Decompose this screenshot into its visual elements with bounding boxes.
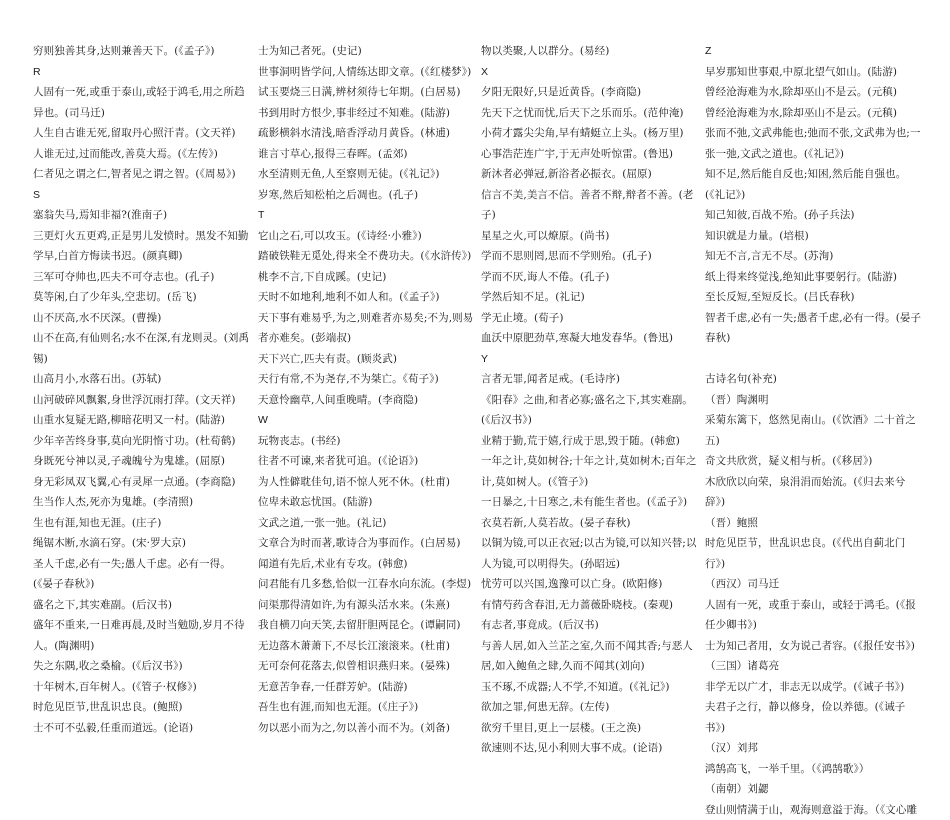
quote-line: 踏破铁鞋无觅处,得来全不费功夫。(《水浒传》) bbox=[258, 246, 478, 267]
quote-line: 士为知己者死。(史记) bbox=[258, 41, 478, 62]
quote-line: 心事浩茫连广宇,于无声处听惊雷。(鲁迅) bbox=[481, 144, 702, 165]
quote-line: 人生自古谁无死,留取丹心照汗青。(文天祥) bbox=[33, 123, 251, 144]
quote-line: 木欣欣以向荣，泉涓涓而始流。(《归去来兮辞》) bbox=[705, 472, 925, 513]
quote-line: 业精于勤,荒于嬉,行成于思,毁于随。(韩愈) bbox=[481, 431, 702, 452]
quote-line: 三军可夺帅也,匹夫不可夺志也。(孔子) bbox=[33, 267, 251, 288]
quote-line: 古诗名句(补充) bbox=[705, 369, 925, 390]
quote-line: 物以类聚,人以群分。(易经) bbox=[481, 41, 702, 62]
quote-line: 身无彩凤双飞翼,心有灵犀一点通。(李商隐) bbox=[33, 472, 251, 493]
quote-line: 先天下之忧而忧,后天下之乐而乐。(范仲淹) bbox=[481, 103, 702, 124]
quote-line: 闻道有先后,术业有专攻。(韩愈) bbox=[258, 554, 478, 575]
section-letter-heading: Z bbox=[705, 41, 925, 62]
quote-line: 无边落木萧萧下,不尽长江滚滚来。(杜甫) bbox=[258, 636, 478, 657]
quote-line: 天时不如地利,地利不如人和。(《孟子》) bbox=[258, 287, 478, 308]
quote-line: 人固有一死,或重于泰山,或轻于鸿毛,用之所趋异也。(司马迁) bbox=[33, 82, 251, 123]
quote-line: 十年树木,百年树人。(《管子·权修》) bbox=[33, 677, 251, 698]
quote-line: 山不厌高,水不厌深。(曹操) bbox=[33, 308, 251, 329]
quote-line: 学无止境。(荀子) bbox=[481, 308, 702, 329]
quote-line: 信言不美,美言不信。善者不辩,辩者不善。(老子) bbox=[481, 185, 702, 226]
section-letter-heading: T bbox=[258, 205, 478, 226]
quote-line: 天意怜幽草,人间重晚晴。(李商隐) bbox=[258, 390, 478, 411]
quote-line: 圣人千虑,必有一失;愚人千虑。必有一得。(《晏子春秋》) bbox=[33, 554, 251, 595]
quote-line: 鸿鹄高飞，一举千里。（《鸿鹄歌》） bbox=[705, 759, 925, 780]
quote-line: 往者不可谏,来者犹可追。(《论语》) bbox=[258, 451, 478, 472]
column-4 bbox=[705, 41, 925, 820]
quote-line: 言者无罪,闻者足戒。(毛诗序) bbox=[481, 369, 702, 390]
quote-line: 失之东隅,收之桑榆。(《后汉书》) bbox=[33, 656, 251, 677]
section-letter-heading: X bbox=[481, 62, 702, 83]
column-2 bbox=[258, 41, 478, 738]
quote-line: 世事洞明皆学问,人情练达即文章。(《红楼梦》) bbox=[258, 62, 478, 83]
quote-line: 生也有涯,知也无涯。(庄子) bbox=[33, 513, 251, 534]
section-letter-heading: Y bbox=[481, 349, 702, 370]
quote-line: （南朝）刘勰 bbox=[705, 779, 925, 800]
quote-line: 三更灯火五更鸡,正是男儿发愤时。黑发不知勤学早,白首方悔读书迟。(颜真卿) bbox=[33, 226, 251, 267]
quote-line: 身既死兮神以灵,子魂魄兮为鬼雄。(屈原) bbox=[33, 451, 251, 472]
quote-line: 少年辛苦终身事,莫向光阴惰寸功。(杜荀鹤) bbox=[33, 431, 251, 452]
section-letter-heading: S bbox=[33, 185, 251, 206]
blank-line bbox=[705, 349, 925, 370]
quote-line: 盛名之下,其实难副。(后汉书) bbox=[33, 595, 251, 616]
quote-line: 学而不思则罔,思而不学则殆。(孔子) bbox=[481, 246, 702, 267]
quote-line: 学而不厌,诲人不倦。(孔子) bbox=[481, 267, 702, 288]
quote-line: 知己知彼,百战不殆。(孙子兵法) bbox=[705, 205, 925, 226]
quote-line: 桃李不言,下自成蹊。(史记) bbox=[258, 267, 478, 288]
quote-line: 仁者见之谓之仁,智者见之谓之智。(《周易》) bbox=[33, 164, 251, 185]
quote-line: 夕阳无限好,只是近黄昏。(李商隐) bbox=[481, 82, 702, 103]
quote-line: 问渠那得清如许,为有源头活水来。(朱熹) bbox=[258, 595, 478, 616]
column-3 bbox=[481, 41, 702, 759]
quote-line: 山河破碎风飘絮,身世浮沉雨打萍。(文天祥) bbox=[33, 390, 251, 411]
quote-line: （西汉）司马迁 bbox=[705, 574, 925, 595]
quote-line: 血沃中原肥劲草,寒凝大地发春华。(鲁迅) bbox=[481, 328, 702, 349]
section-letter-heading: W bbox=[258, 410, 478, 431]
quote-line: 文章合为时而著,歌诗合为事而作。(白居易) bbox=[258, 533, 478, 554]
quote-line: 玉不琢,不成器;人不学,不知道。(《礼记》) bbox=[481, 677, 702, 698]
quote-line: 塞翁失马,焉知非福?(淮南子) bbox=[33, 205, 251, 226]
quote-line: 欲速则不达,见小利则大事不成。(论语) bbox=[481, 738, 702, 759]
section-letter-heading: R bbox=[33, 62, 251, 83]
quote-line: 人谁无过,过而能改,善莫大焉。(《左传》) bbox=[33, 144, 251, 165]
quote-line: 早岁那知世事艰,中原北望气如山。(陆游) bbox=[705, 62, 925, 83]
quote-line: 为人性僻耽佳句,语不惊人死不休。(杜甫) bbox=[258, 472, 478, 493]
quote-line: 穷则独善其身,达则兼善天下。(《孟子》) bbox=[33, 41, 251, 62]
quote-line: 吾生也有涯,而知也无涯。(《庄子》) bbox=[258, 697, 478, 718]
quote-line: 时危见臣节，世乱识忠良。(《代出自蓟北门行》) bbox=[705, 533, 925, 574]
quote-line: 它山之石,可以攻玉。(《诗经·小雅》) bbox=[258, 226, 478, 247]
column-1 bbox=[33, 41, 251, 738]
quote-line: 以铜为镜,可以正衣冠;以古为镜,可以知兴替;以人为镜,可以明得失。(孙昭远) bbox=[481, 533, 702, 574]
quote-line: 登山则情满于山，观海则意溢于海。（《文心雕 bbox=[705, 800, 925, 820]
quote-line: 一日暴之,十日寒之,未有能生者也。(《孟子》) bbox=[481, 492, 702, 513]
quote-line: 《阳春》之曲,和者必寡;盛名之下,其实难副。(《后汉书》) bbox=[481, 390, 702, 431]
quote-line: 知不足,然后能自反也;知困,然后能自强也。(《礼记》) bbox=[705, 164, 925, 205]
quote-line: 学然后知不足。(礼记) bbox=[481, 287, 702, 308]
quote-line: 小荷才露尖尖角,早有蜻蜓立上头。(杨万里) bbox=[481, 123, 702, 144]
quote-line: 莫等闲,白了少年头,空悲切。(岳飞) bbox=[33, 287, 251, 308]
quote-line: 纸上得来终觉浅,绝知此事要躬行。(陆游) bbox=[705, 267, 925, 288]
quote-line: 问君能有几多愁,恰似一江春水向东流。(李煜) bbox=[258, 574, 478, 595]
quote-line: 我自横刀向天笑,去留肝胆两昆仑。(谭嗣同) bbox=[258, 615, 478, 636]
quote-line: 忧劳可以兴国,逸豫可以亡身。(欧阳修) bbox=[481, 574, 702, 595]
quote-line: （汉）刘邦 bbox=[705, 738, 925, 759]
quote-line: 人固有一死，或重于泰山，或轻于鸿毛。(《报任少卿书》) bbox=[705, 595, 925, 636]
quote-line: 无意苦争春,一任群芳妒。(陆游) bbox=[258, 677, 478, 698]
quote-line: 试玉要烧三日满,辨材须待七年期。(白居易) bbox=[258, 82, 478, 103]
quote-line: 天行有常,不为尧存,不为桀亡。《荀子》) bbox=[258, 369, 478, 390]
quote-line: 岁寒,然后知松柏之后凋也。(孔子) bbox=[258, 185, 478, 206]
quote-line: 与善人居,如入兰芷之室,久而不闻其香;与恶人居,如入鲍鱼之肆,久而不闻其(刘向) bbox=[481, 636, 702, 677]
quote-line: 夫君子之行，静以修身，俭以养德。(《诫子书》) bbox=[705, 697, 925, 738]
quote-line: 无可奈何花落去,似曾相识燕归来。(晏殊) bbox=[258, 656, 478, 677]
quote-line: 一年之计,莫如树谷;十年之计,莫如树木;百年之计,莫如树人。(《管子》) bbox=[481, 451, 702, 492]
quote-line: 书到用时方恨少,事非经过不知难。(陆游) bbox=[258, 103, 478, 124]
quote-line: 天下事有难易乎,为之,则难者亦易矣;不为,则易者亦难矣。(彭端叔) bbox=[258, 308, 478, 349]
quote-line: 奇文共欣赏，疑义相与析。(《移居》) bbox=[705, 451, 925, 472]
quote-line: 水至清则无鱼,人至察则无徒。(《礼记》) bbox=[258, 164, 478, 185]
quote-line: 士不可不弘毅,任重而道远。(论语) bbox=[33, 718, 251, 739]
quote-line: 星星之火,可以燎原。(尚书) bbox=[481, 226, 702, 247]
quote-line: 非学无以广才，非志无以成学。(《诫子书》) bbox=[705, 677, 925, 698]
quote-line: 疏影横斜水清浅,暗香浮动月黄昏。(林逋) bbox=[258, 123, 478, 144]
quote-line: 衣莫若新,人莫若故。(晏子春秋) bbox=[481, 513, 702, 534]
quote-line: 知无不言,言无不尽。(苏洵) bbox=[705, 246, 925, 267]
quote-line: 谁言寸草心,报得三春晖。(孟郊) bbox=[258, 144, 478, 165]
quote-line: 盛年不重来,一日难再晨,及时当勉励,岁月不待人。(陶渊明) bbox=[33, 615, 251, 656]
quote-line: 至长反短,至短反长。(吕氏春秋) bbox=[705, 287, 925, 308]
quote-line: 欲加之罪,何患无辞。(左传) bbox=[481, 697, 702, 718]
quote-line: 山重水复疑无路,柳暗花明又一村。(陆游) bbox=[33, 410, 251, 431]
quote-line: （晋）鲍照 bbox=[705, 513, 925, 534]
quote-line: 曾经沧海难为水,除却巫山不是云。(元稹) bbox=[705, 103, 925, 124]
quote-line: 玩物丧志。(书经) bbox=[258, 431, 478, 452]
quote-line: （三国）诸葛亮 bbox=[705, 656, 925, 677]
quote-line: 生当作人杰,死亦为鬼雄。(李清照) bbox=[33, 492, 251, 513]
quote-line: 张而不弛,文武弗能也;弛而不张,文武弗为也;一张一弛,文武之道也。(《礼记》) bbox=[705, 123, 925, 164]
quote-line: 知识就是力量。(培根) bbox=[705, 226, 925, 247]
quote-line: 采菊东篱下，悠然见南山。(《饮酒》二十首之五) bbox=[705, 410, 925, 451]
quote-line: 位卑未敢忘忧国。(陆游) bbox=[258, 492, 478, 513]
quote-line: 智者千虑,必有一失;愚者千虑,必有一得。(晏子春秋) bbox=[705, 308, 925, 349]
quote-line: 天下兴亡,匹夫有责。(顾炎武) bbox=[258, 349, 478, 370]
quote-line: 山不在高,有仙则名;水不在深,有龙则灵。(刘禹锡) bbox=[33, 328, 251, 369]
quote-line: （晋）陶渊明 bbox=[705, 390, 925, 411]
quote-line: 绳锯木断,水滴石穿。(宋·罗大京) bbox=[33, 533, 251, 554]
quote-line: 时危见臣节,世乱识忠良。(鲍照) bbox=[33, 697, 251, 718]
quote-line: 欲穷千里目,更上一层楼。(王之涣) bbox=[481, 718, 702, 739]
quote-line: 士为知己者用，女为说己者容。(《报任安书》) bbox=[705, 636, 925, 657]
quote-line: 新沐者必弹冠,新浴者必振衣。(屈原) bbox=[481, 164, 702, 185]
quote-line: 勿以恶小而为之,勿以善小而不为。(刘备) bbox=[258, 718, 478, 739]
quote-line: 有情芍药含春泪,无力蔷薇卧晓枝。(秦观) bbox=[481, 595, 702, 616]
quote-line: 曾经沧海难为水,除却巫山不是云。(元稹) bbox=[705, 82, 925, 103]
quote-line: 文武之道,一张一弛。(礼记) bbox=[258, 513, 478, 534]
quote-line: 山高月小,水落石出。(苏轼) bbox=[33, 369, 251, 390]
quote-line: 有志者,事竟成。(后汉书) bbox=[481, 615, 702, 636]
